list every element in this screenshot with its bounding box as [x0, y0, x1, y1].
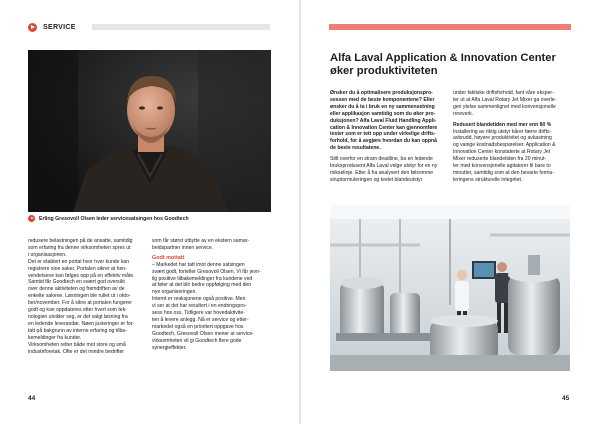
section-header-bar [92, 24, 270, 30]
right-column-2 [453, 90, 570, 184]
body-text-line: vi ser at det har resultert i en endringspro- [152, 303, 247, 310]
body-text-line: under faktiske driftsforhold, fant våre eksper- [453, 90, 554, 96]
subheading: Godt mottatt [152, 254, 185, 261]
body-text-line: Goodtech, Gresovoll Olsen mener at service- [152, 330, 254, 337]
body-text-line: i organisasjonen. [28, 251, 67, 258]
caption-text: Erling Gresovoll Olsen leder servicesatsingen hos Goodtech [39, 215, 189, 222]
body-text-line: godt og kan oppdateres etter hvert som tek- [28, 307, 127, 314]
arrow-bullet-icon [28, 215, 35, 222]
section-header-bar [329, 24, 571, 30]
body-text-line: Virksomheten retter både mot store og små [28, 341, 126, 348]
body-text-line: siruptormuleringen og testet blandeutstyr [330, 176, 423, 183]
title-line-2: øker produktiviteten [330, 65, 438, 77]
title-line-1: Alfa Laval Application & Innovation Center [330, 52, 556, 64]
body-text-line: Det er etablert en portal hvor hver kunde kan [28, 258, 130, 265]
lead-text-line: cation & Innovation Center kan gjennomføre [330, 124, 438, 131]
body-text-line: Installering av riktig utstyr kårer færre drifts- [453, 128, 552, 135]
lead-text-line: de beste resultatene. [330, 145, 381, 152]
body-text-line: kemeldinger fra kunder. [28, 334, 82, 341]
body-text-line: redusere belastningen på de ansatte, samtidig [28, 238, 133, 244]
body-text-line: leringens strukturelle integritet. [453, 176, 523, 183]
body-text-line: – Markedet har tatt imot denne satsingen [152, 261, 245, 268]
body-text-line: som erfaring fra denne virksomheten spres ut [28, 244, 131, 251]
lead-text-line: forhold, for å avgjøre hvordan du kan oppnå [330, 138, 437, 145]
body-text-line: ten å levere anlegg. Nå er service og etter- [152, 316, 249, 323]
photo-caption [28, 215, 271, 222]
body-text-line: Mixer reduserte blandetiden fra 20 minut- [453, 156, 547, 163]
body-text-line: markedet også en prioritert oppgave hos [152, 323, 244, 330]
section-label: SERVICE [43, 23, 76, 31]
body-text-line: Stilt overfor en stram deadline, ba en ledende [330, 156, 433, 163]
body-text-line: Samtid får Goodtech en svært god oversikt [28, 279, 125, 286]
body-text-line: beidspartner innen service. [152, 244, 214, 251]
body-text-line: ber/november. For å sikre at portalen fungerer [28, 300, 132, 307]
body-text-line: ter ut at Alfa Laval Rotary Jet Mixer ga overle- [453, 96, 557, 103]
body-text-line: tatt på bakgrunn av interne erfaring og tilba- [28, 327, 127, 334]
body-text-line: svært godt, forteller Gresovoll Olsen. Vi får jevn- [152, 268, 261, 275]
body-text-line: Innovation Center konstaterte at Rotary Jet [453, 149, 551, 156]
left-page [0, 0, 299, 424]
lead-text-line: ønsker du å ta i bruk en ny sammensetning [330, 103, 435, 110]
lead-text-line: eller applikasjon samtidig som du øker pro- [330, 110, 436, 117]
body-text-line: Internt er reaksjonene også positive. Men [152, 296, 246, 303]
body-text-line: ter med konvensjonelle agitatorer til bare to [453, 163, 551, 170]
body-text-line: synergieffekter. [152, 344, 187, 351]
body-text-line: over denne aktiviteten og fremdriften av de [28, 286, 125, 293]
body-text-line: gen ytelse sammenlignet med konvensjonelle [453, 103, 556, 110]
lead-text-line: tester som er tett opp under virkelige drifts- [330, 131, 436, 138]
page-number: 44 [28, 395, 36, 402]
right-page [301, 0, 600, 424]
body-text-line: mikselinje. Etter å ha analysert den følsomme [330, 169, 434, 176]
body-text-line: bruksprodusent Alfa Laval velge utstyr for en ny [330, 163, 438, 170]
body-text-line: avbrudd, høyere produktivitet og avkastning [453, 135, 552, 142]
body-text-line: rereverk. [453, 110, 474, 117]
body-text-line: og vanige kostnadsbesparelser. Application & [453, 142, 556, 149]
body-text-line: en ledende leverandør. Nøen justeringer er for- [28, 320, 135, 327]
lead-text-line: duksjonen? Alfa Laval Fluid Handling Appli- [330, 117, 437, 124]
body-text-line: vendelsene kan følges opp på en effektiv måte. [28, 272, 135, 279]
body-text-line: sess hos oss. Tidligere var hovedaktivite- [152, 310, 245, 317]
right-column-1 [330, 90, 447, 184]
body-text-line: lig positive tilbakemeldinger fra kundene ved [152, 275, 253, 282]
body-text-line: at føler at det blir bedre oppfølging med den [152, 282, 252, 289]
page-number: 45 [562, 395, 570, 402]
body-text-line: virksomheten vil gi Goodtech flere gode [152, 337, 242, 344]
body-text-line: nologien utvikler seg, er det valgt løsning fra [28, 313, 128, 320]
lead-text-line: Ønsker du å optimalisere produksjonspro- [330, 90, 433, 96]
article-title [330, 52, 570, 78]
body-text-line: som får størst utbytte av en ekstern samar- [152, 238, 250, 244]
section-header [28, 22, 76, 32]
lead-text-line: sessen med de beste komponentene? Eller [330, 96, 435, 103]
body-text-line: nye organiseringen. [152, 289, 197, 296]
left-column-1 [28, 238, 147, 355]
portrait-photo [28, 50, 271, 212]
body-text-line: minutter, samtidig som at den bevarte formu- [453, 169, 555, 176]
body-text-line: enkelte sakene. Løsningen ble rullet ut i okto- [28, 293, 131, 300]
left-column-2 [152, 238, 271, 352]
arrow-bullet-icon [28, 23, 37, 32]
body-text-line: industriforetak. Ofte er det mindre bedrifter [28, 348, 124, 355]
plant-photo [330, 205, 570, 371]
body-text-line: registrere sine saker. Portalen sikrer at hen- [28, 265, 127, 272]
subheading: Redusert blandetiden med mer enn 80 % [453, 121, 552, 128]
